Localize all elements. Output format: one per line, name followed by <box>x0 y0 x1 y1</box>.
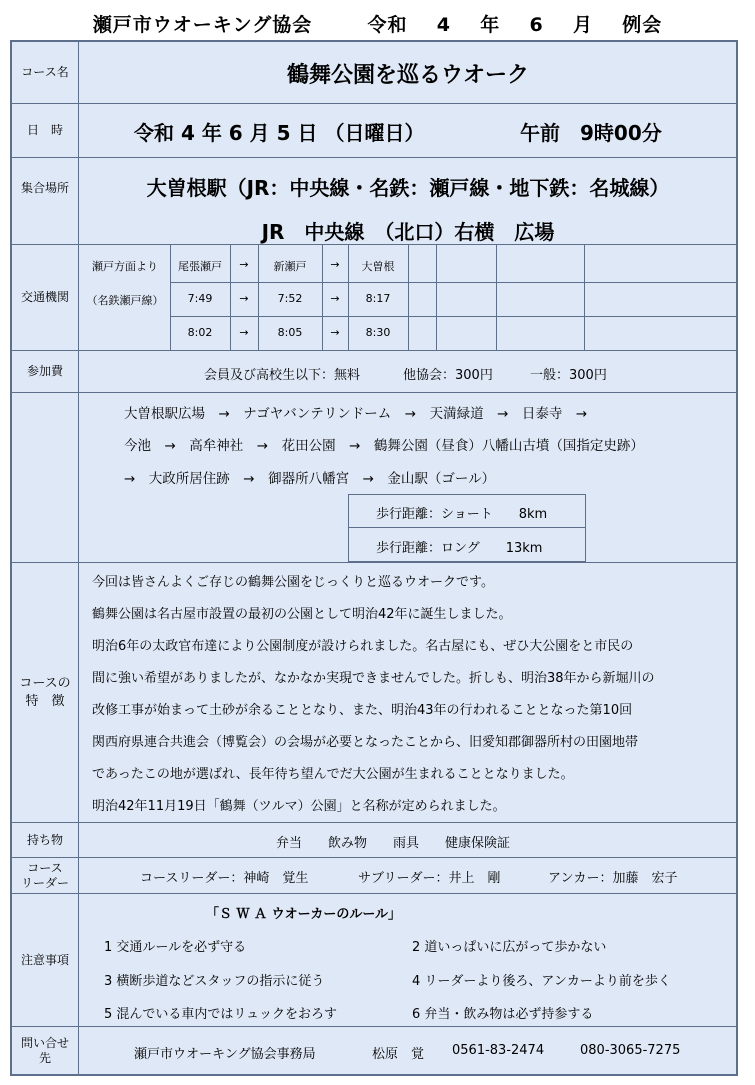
feature-line: 鶴舞公園は名古屋市設置の最初の公園として明治42年に誕生しました。 <box>92 607 512 622</box>
station-ozone: 大曽根 <box>361 260 395 273</box>
arrow: → <box>239 292 249 305</box>
month: 6 <box>529 14 544 36</box>
features-label: コースの 特 徴 <box>19 675 71 709</box>
time-cell: 8:17 <box>365 292 391 305</box>
org-name: 瀬戸市ウオーキング協会 <box>92 14 313 36</box>
fee-other-assoc: 他協会：300円 <box>403 368 493 383</box>
course-label: コース名 <box>21 65 69 79</box>
distance-short: 歩行距離：ショート 8km <box>376 507 548 522</box>
fee-label: 参加費 <box>26 364 63 378</box>
distance-long: 歩行距離：ロング 13km <box>376 541 543 556</box>
rules-title: 「Ｓ Ｗ Ａ ウオーカーのルール」 <box>206 907 402 922</box>
page-header <box>0 10 755 37</box>
arrow: → <box>330 326 340 339</box>
time-cell: 7:52 <box>277 292 303 305</box>
feature-line: 明治6年の太政官布達により公園制度が設けられました。名古屋にも、ぜひ大公園をと市民の <box>92 639 634 654</box>
route-line3: → 大政所居住跡 → 御器所八幡宮 → 金山駅（ゴール） <box>124 471 496 487</box>
event-time: 午前 9時00分 <box>520 121 662 145</box>
arrow: → <box>330 292 340 305</box>
rule-item: 2 道いっぱいに広がって歩かない <box>412 940 607 955</box>
month-unit: 月 <box>572 14 593 36</box>
course-leader: コースリーダー：神崎 覚生 <box>140 871 309 886</box>
contact-person: 松原 覚 <box>372 1047 425 1062</box>
arrow: → <box>239 258 249 271</box>
fee-members: 会員及び高校生以下：無料 <box>204 368 361 383</box>
rule-item: 6 弁当・飲み物は必ず持参する <box>412 1007 594 1022</box>
station-owari-seto: 尾張瀬戸 <box>178 260 222 273</box>
meeting-place-line1: 大曽根駅（JR：中央線・名鉄：瀬戸線・地下鉄：名城線） <box>146 176 670 200</box>
belongings: 弁当 飲み物 雨具 健康保険証 <box>276 836 511 851</box>
meeting-place-label: 集合場所 <box>20 180 69 195</box>
time-cell: 7:49 <box>187 292 213 305</box>
transport-from: 瀬戸方面より <box>92 260 158 273</box>
meeting-label: 例会 <box>622 14 663 36</box>
time-cell: 8:30 <box>365 326 391 339</box>
rule-item: 4 リーダーより後ろ、アンカーより前を歩く <box>412 974 671 989</box>
feature-line: 間に強い希望がありましたが、なかなか実現できませんでした。折しも、明治38年から新堀川の <box>92 671 655 686</box>
datetime-label: 日 時 <box>26 123 63 137</box>
rule-item: 5 混んでいる車内ではリュックをおろす <box>104 1007 338 1022</box>
contact-label: 問い合せ 先 <box>20 1035 69 1065</box>
rule-item: 1 交通ルールを必ず守る <box>104 940 247 955</box>
rule-item: 3 横断歩道などスタッフの指示に従う <box>104 974 325 989</box>
feature-line: であったこの地が選ばれ、長年待ち望んでだ大公園が生まれることとなりました。 <box>92 767 574 782</box>
anchor: アンカー：加藤 宏子 <box>548 871 678 886</box>
feature-line: 改修工事が始まって土砂が余ることとなり、また、明治43年の行われることとなった第10回 <box>92 703 633 718</box>
station-shin-seto: 新瀬戸 <box>273 260 307 273</box>
transport-label: 交通機関 <box>20 290 69 304</box>
year-unit: 年 <box>480 14 501 36</box>
arrow: → <box>239 326 249 339</box>
feature-line: 明治42年11月19日「鶴舞（ツルマ）公園」と名称が定められました。 <box>92 799 506 814</box>
contact-phone1: 0561-83-2474 <box>452 1043 545 1058</box>
meeting-place-line2: JR 中央線 （北口）右横 広場 <box>261 220 555 244</box>
feature-line: 今回は皆さんよくご存じの鶴舞公園をじっくりと巡るウオークです。 <box>92 575 494 590</box>
notes-label: 注意事項 <box>20 952 69 967</box>
sub-leader: サブリーダー：井上 剛 <box>358 871 501 886</box>
year: 4 <box>436 14 451 36</box>
time-cell: 8:05 <box>277 326 303 339</box>
course-name: 鶴舞公園を巡るウオーク <box>286 63 529 88</box>
arrow: → <box>330 258 340 271</box>
route-line1: 大曽根駅広場 → ナゴヤバンテリンドーム → 天満緑道 → 日泰寺 → <box>124 406 588 422</box>
contact-phone2: 080-3065-7275 <box>580 1043 681 1058</box>
fee-general: 一般：300円 <box>530 368 607 383</box>
event-date: 令和 4 年 6 月 5 日 （日曜日） <box>134 121 425 145</box>
contact-office: 瀬戸市ウオーキング協会事務局 <box>134 1047 316 1062</box>
feature-line: 関西府県連合共進会（博覧会）の会場が必要となったことから、旧愛知郡御器所村の田園地帯 <box>92 735 639 750</box>
era: 令和 <box>367 14 408 36</box>
route-line2: 今池 → 高牟神社 → 花田公園 → 鶴舞公園（昼食）八幡山古墳（国指定史跡） <box>124 438 644 454</box>
transport-line-note: （名鉄瀬戸線） <box>86 294 164 307</box>
time-cell: 8:02 <box>187 326 213 339</box>
belongings-label: 持ち物 <box>26 832 63 847</box>
leaders-label: コース リーダー <box>20 860 69 890</box>
